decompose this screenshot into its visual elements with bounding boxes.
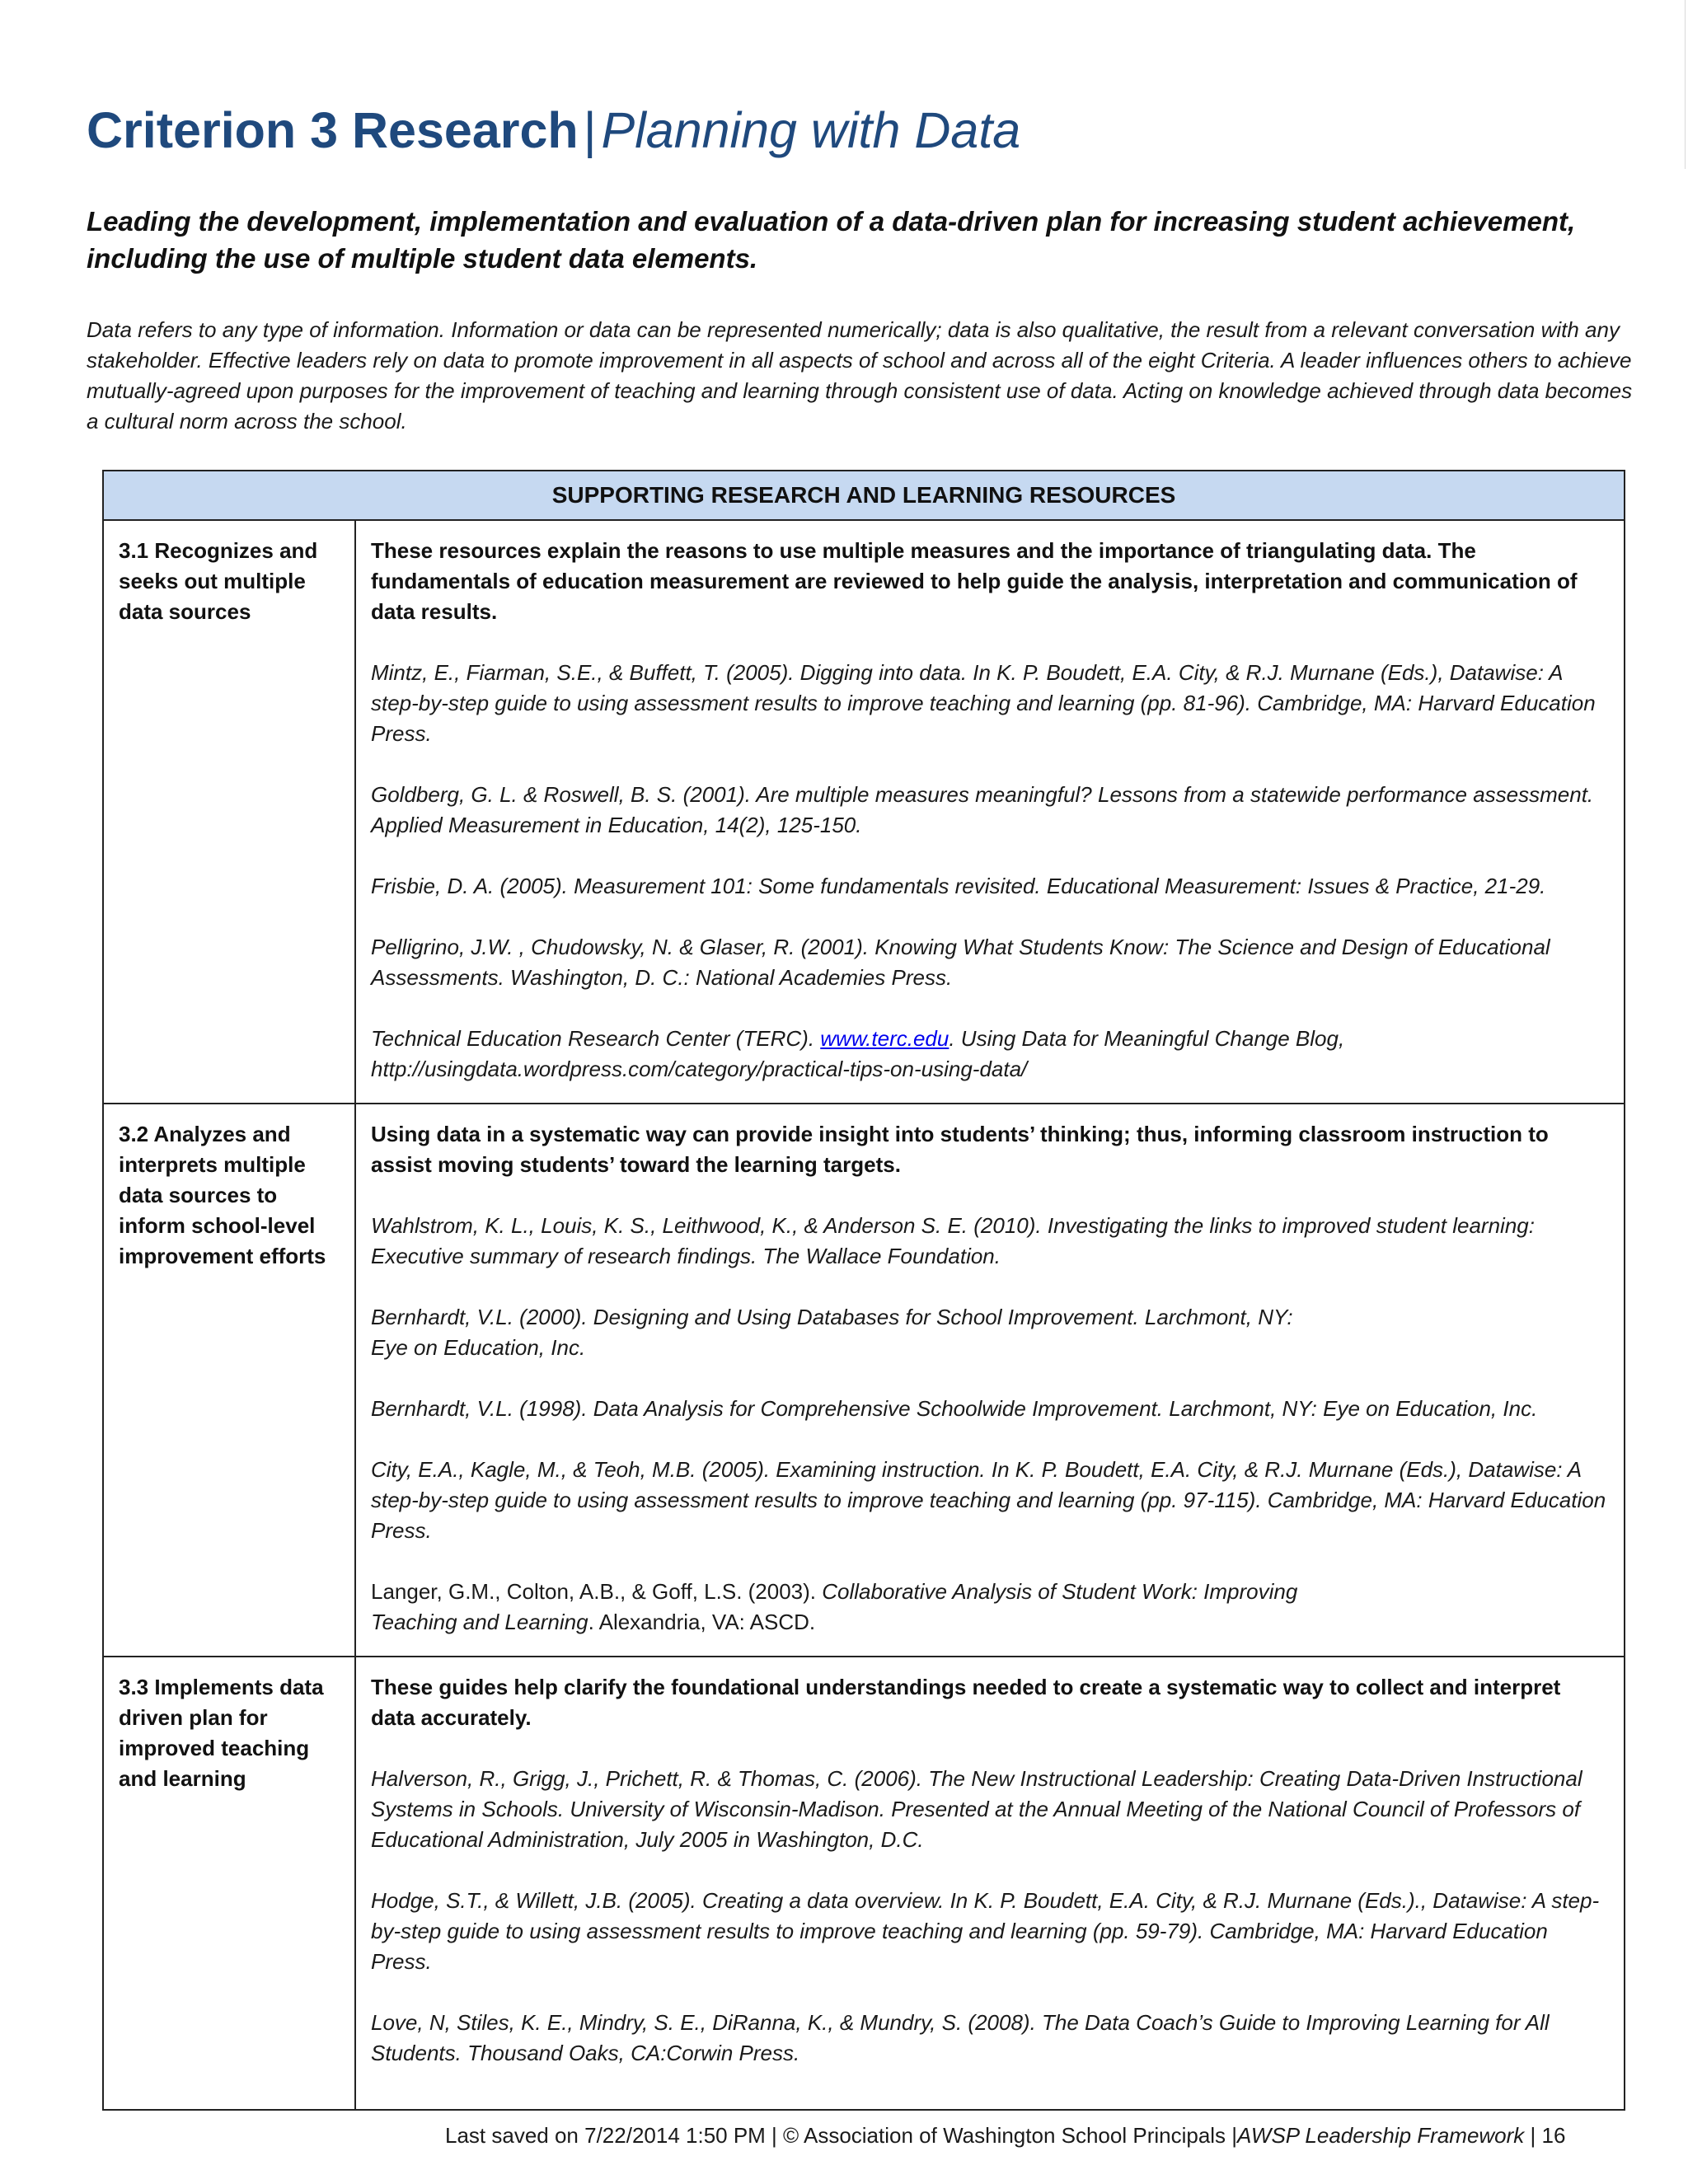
- title-main: Criterion 3 Research: [87, 102, 579, 158]
- terc-text: Technical Education Research Center (TERC).: [371, 1026, 821, 1051]
- reference-item: Mintz, E., Fiarman, S.E., & Buffett, T. (2005). Digging into data. In K. P. Boudett, E.A. City, & R.J. Murnane (Eds.), Datawise: A step-by-step guide to using assessment results to improve teaching and learning (pp. 81-96). Cambridge, MA: Harvard Education Press.: [371, 660, 1596, 746]
- row-summary: These guides help clarify the foundational understandings needed to create a systematic way to collect and interpret data accurately.: [371, 1675, 1561, 1730]
- row-label-3-2: 3.2 Analyzes and interprets multiple data sources to inform school-level improvement efforts: [103, 1104, 355, 1657]
- page-footer: [445, 2121, 1640, 2150]
- title-separator: |: [583, 102, 597, 158]
- footer-framework-name: AWSP Leadership Framework: [1237, 2123, 1525, 2148]
- langer-title-1: Collaborative Analysis of Student Work: Improving: [822, 1579, 1298, 1604]
- row-summary: These resources explain the reasons to use multiple measures and the importance of triangulating data. The fundamentals of education measurement are reviewed to help guide the analysis, interpretation and communication of data results.: [371, 538, 1578, 624]
- resources-table-header-row: [103, 471, 1625, 520]
- table-row-3-3: [103, 1657, 1625, 2110]
- reference-item: Bernhardt, V.L. (1998). Data Analysis for Comprehensive Schoolwide Improvement. Larchmont, NY: Eye on Education, Inc.: [371, 1396, 1538, 1421]
- row-label-3-3: 3.3 Implements data driven plan for improved teaching and learning: [103, 1657, 355, 2110]
- table-row-3-1: [103, 520, 1625, 1104]
- bernhardt-line-2: Eye on Education, Inc.: [371, 1335, 586, 1360]
- terc-link[interactable]: www.terc.edu: [820, 1026, 950, 1051]
- reference-item: Love, N, Stiles, K. E., Mindry, S. E., DiRanna, K., & Mundry, S. (2008). The Data Coach’s Guide to Improving Learning for All Students. Thousand Oaks, CA:Corwin Press.: [371, 2010, 1550, 2065]
- reference-item: Halverson, R., Grigg, J., Prichett, R. & Thomas, C. (2006). The New Instructional Leadership: Creating Data-Driven Instructional Systems in Schools. University of Wisconsin-Madison. Presented at the Annual Meeting of the National Council of Professors of Educational Administration, July 2005 in Washington, D.C.: [371, 1766, 1582, 1852]
- langer-authors: Langer, G.M., Colton, A.B., & Goff, L.S. (2003).: [371, 1579, 823, 1604]
- langer-title-2: Teaching and Learning: [371, 1610, 588, 1634]
- reference-item: Frisbie, D. A. (2005). Measurement 101: Some fundamentals revisited. Educational Measurement: Issues & Practice, 21-29.: [371, 874, 1546, 898]
- title-subtitle: Planning with Data: [601, 102, 1021, 158]
- reference-item-langer: [371, 1577, 1607, 1638]
- row-content-3-2: [355, 1104, 1625, 1657]
- reference-item: Goldberg, G. L. & Roswell, B. S. (2001). Are multiple measures meaningful? Lessons from a statewide performance assessment. Applied Measurement in Education, 14(2), 125-150.: [371, 782, 1594, 837]
- langer-publisher: . Alexandria, VA: ASCD.: [588, 1610, 816, 1634]
- footer-saved-text: Last saved on 7/22/2014 1:50 PM | © Association of Washington School Principals |: [445, 2123, 1238, 2148]
- reference-item: Hodge, S.T., & Willett, J.B. (2005). Creating a data overview. In K. P. Boudett, E.A. City, & R.J. Murnane (Eds.)., Datawise: A step-by-step guide to using assessment results to improve teaching and learning (pp. 59-79). Cambridge, MA: Harvard Education Press.: [371, 1888, 1600, 1974]
- margin-rule: [1685, 0, 1686, 169]
- terc-blog-text: . Using Data for Meaningful Change Blog,: [949, 1026, 1345, 1051]
- criterion-lead-statement: Leading the development, implementation and evaluation of a data-driven plan for increasing student achievement, including the use of multiple student data elements.: [87, 206, 1576, 274]
- page-title: [87, 97, 1020, 163]
- footer-page-number: | 16: [1524, 2123, 1566, 2148]
- row-content-3-3: [355, 1657, 1625, 2110]
- reference-item-terc: [371, 1024, 1607, 1085]
- criterion-intro-paragraph: Data refers to any type of information. Information or data can be represented numerically; data is also qualitative, the result from a relevant conversation with any stakeholder. Effective leaders rely on data to promote improvement in all aspects of school and across all of the eight Criteria. A leader influences others to achieve mutually-agreed upon purposes for the improvement of teaching and learning through consistent use of data. Acting on knowledge achieved through data becomes a cultural norm across the school.: [87, 317, 1633, 434]
- resources-table: [102, 470, 1625, 2111]
- table-row-3-2: [103, 1104, 1625, 1657]
- reference-item: Pelligrino, J.W. , Chudowsky, N. & Glaser, R. (2001). Knowing What Students Know: The Science and Design of Educational Assessments. Washington, D. C.: National Academies Press.: [371, 935, 1550, 990]
- reference-item-bernhardt-2000: [371, 1302, 1607, 1363]
- terc-blog-url: http://usingdata.wordpress.com/category/practical-tips-on-using-data/: [371, 1057, 1028, 1081]
- row-label-3-1: 3.1 Recognizes and seeks out multiple data sources: [103, 520, 355, 1104]
- reference-item: City, E.A., Kagle, M., & Teoh, M.B. (2005). Examining instruction. In K. P. Boudett, E.A. City, & R.J. Murnane (Eds.), Datawise: A step-by-step guide to using assessment results to improve teaching and learning (pp. 97-115). Cambridge, MA: Harvard Education Press.: [371, 1457, 1606, 1543]
- reference-item: Wahlstrom, K. L., Louis, K. S., Leithwood, K., & Anderson S. E. (2010). Investigating the links to improved student learning: Executive summary of research findings. The Wallace Foundation.: [371, 1213, 1535, 1268]
- row-summary: Using data in a systematic way can provide insight into students’ thinking; thus, informing classroom instruction to assist moving students’ toward the learning targets.: [371, 1122, 1549, 1177]
- bernhardt-line-1: Bernhardt, V.L. (2000). Designing and Using Databases for School Improvement. Larchmont, NY:: [371, 1305, 1293, 1329]
- row-content-3-1: [355, 520, 1625, 1104]
- resources-table-header: SUPPORTING RESEARCH AND LEARNING RESOURCES: [103, 471, 1625, 520]
